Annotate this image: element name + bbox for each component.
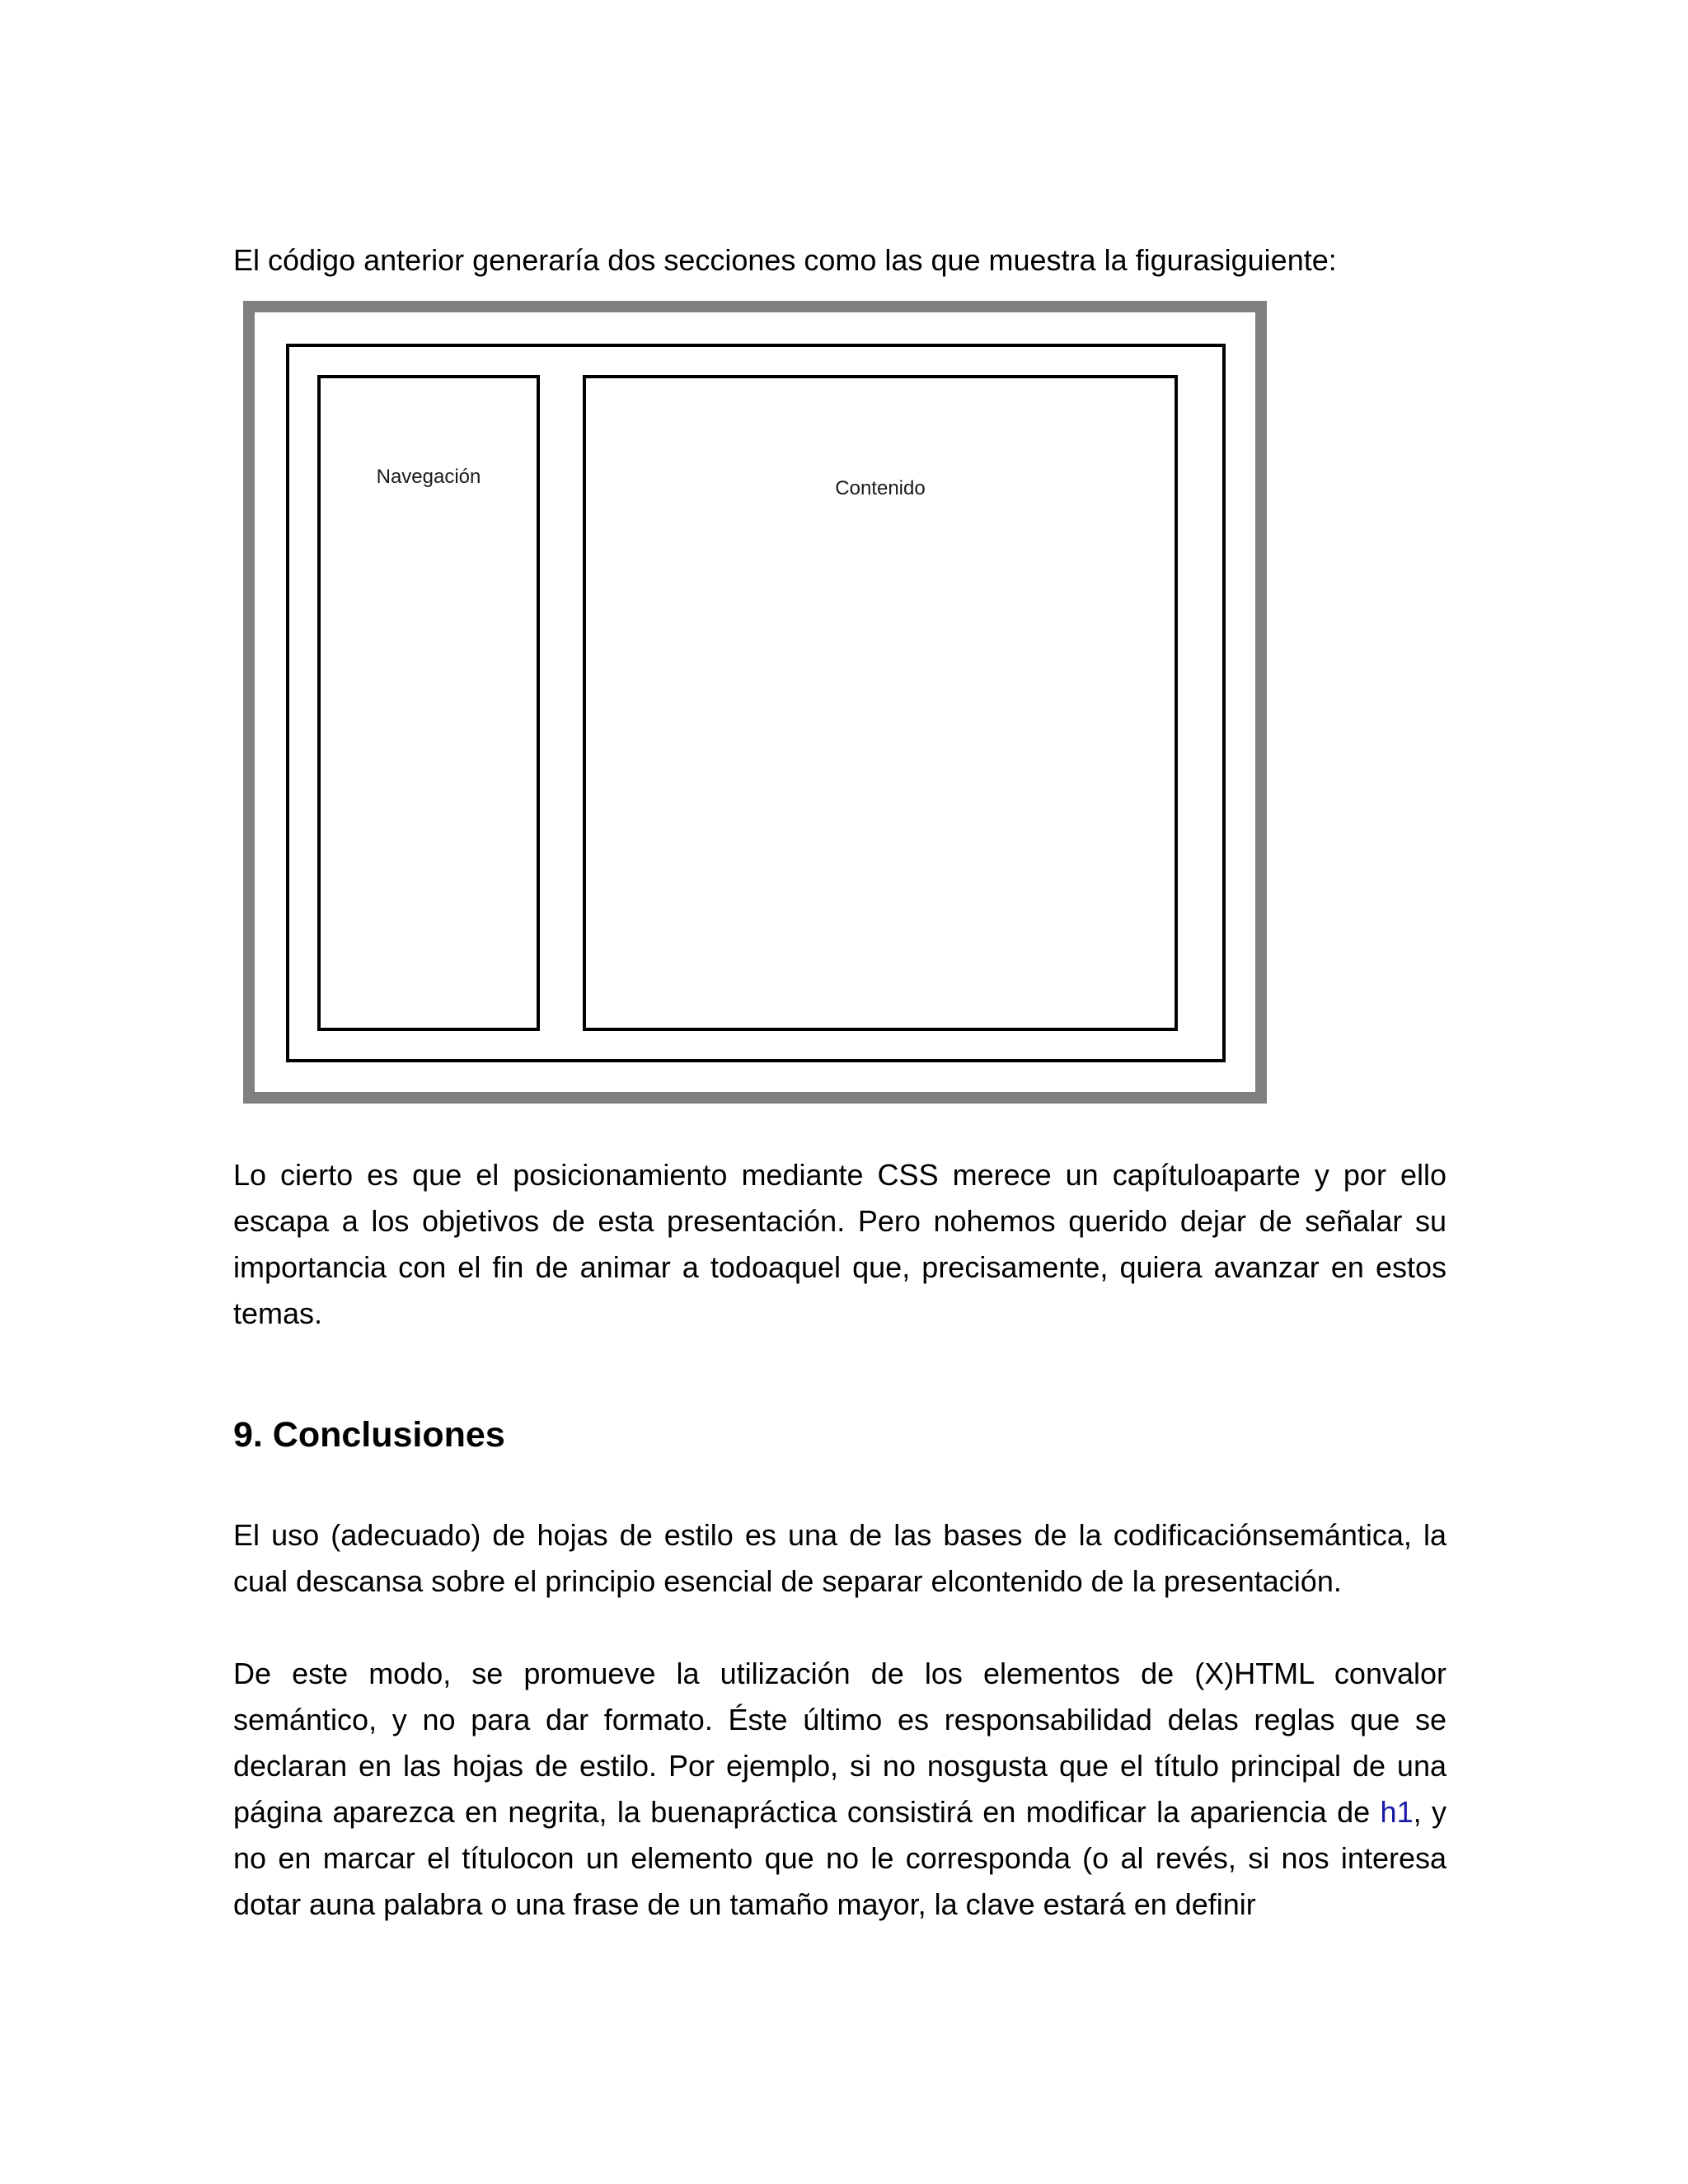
paragraph-semantics-text-start: De este modo, se promueve la utilización de los elementos de (X)HTML convalor semántico, y no para dar formato. Éste último es responsabilidad delas reglas que se declaran en las hojas de estilo. Por ejemplo, si no nosgusta que el título principal de una página aparezca en negrita, la buenapráctica consistirá en modificar la apariencia de — [233, 1657, 1447, 1829]
paragraph-semantics — [233, 1651, 1447, 1928]
figure-navigation-label: Navegación — [376, 466, 481, 488]
paragraph-stylesheets: El uso (adecuado) de hojas de estilo es una de las bases de la codificaciónsemántica, la cual descansa sobre el principio esencial de separar elcontenido de la presentación. — [233, 1518, 1447, 1598]
paragraph-positioning: Lo cierto es que el posicionamiento mediante CSS merece un capítuloaparte y por ello escapa a los objetivos de esta presentación. Pero nohemos querido dejar de señalar su importancia con el fin de animar a todoaquel que, precisamente, quiera avanzar en estos temas. — [233, 1158, 1447, 1330]
figure-navigation-box — [317, 375, 540, 1031]
figure-content-label: Contenido — [835, 477, 926, 499]
paragraph-semantics-text-end: , y no en marcar el títulocon un elemento que no le corresponda (o al revés, si nos interesa dotar auna palabra o una frase de un tamaño mayor, la clave estará en definir — [233, 1795, 1447, 1921]
layout-figure — [243, 301, 1267, 1104]
intro-text: El código anterior generaría dos secciones como las que muestra la figurasiguiente: — [233, 243, 1337, 277]
section-heading: 9. Conclusiones — [233, 1415, 505, 1455]
h1-link[interactable]: h1 — [1380, 1795, 1414, 1829]
figure-container-box — [286, 344, 1226, 1062]
figure-content-box — [583, 375, 1178, 1031]
